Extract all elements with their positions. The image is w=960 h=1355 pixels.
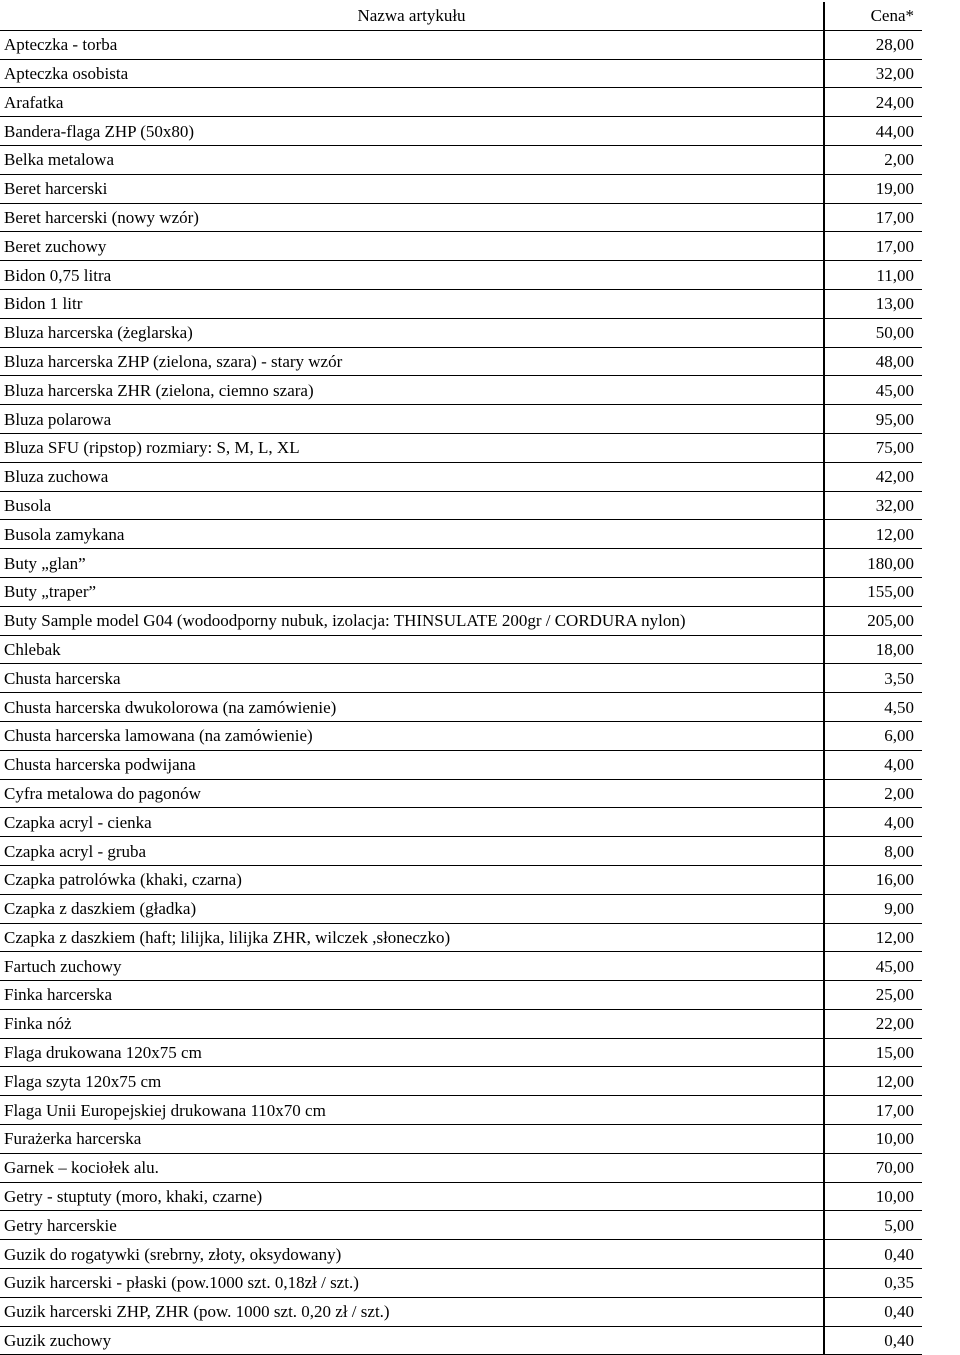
item-price-cell: 180,00 <box>824 549 922 578</box>
item-price-cell: 24,00 <box>824 88 922 117</box>
table-row <box>0 664 922 693</box>
item-name-cell: Belka metalowa <box>0 145 824 174</box>
table-row <box>0 289 922 318</box>
item-name-cell: Bluza harcerska (żeglarska) <box>0 318 824 347</box>
table-row <box>0 405 922 434</box>
table-row <box>0 145 922 174</box>
item-name-cell: Bluza harcerska ZHR (zielona, ciemno szara) <box>0 376 824 405</box>
item-price-cell: 18,00 <box>824 635 922 664</box>
item-price-cell: 2,00 <box>824 145 922 174</box>
table-row <box>0 1182 922 1211</box>
item-name-cell: Chusta harcerska <box>0 664 824 693</box>
table-row <box>0 462 922 491</box>
item-price-cell: 25,00 <box>824 981 922 1010</box>
item-price-cell: 17,00 <box>824 232 922 261</box>
item-name-cell: Buty Sample model G04 (wodoodporny nubuk, izolacja: THINSULATE 200gr / CORDURA nylon) <box>0 606 824 635</box>
item-name-cell: Czapka acryl - cienka <box>0 808 824 837</box>
table-row <box>0 318 922 347</box>
item-name-cell: Czapka patrolówka (khaki, czarna) <box>0 865 824 894</box>
table-row <box>0 721 922 750</box>
table-row <box>0 520 922 549</box>
item-name-cell: Beret zuchowy <box>0 232 824 261</box>
item-name-cell: Czapka z daszkiem (gładka) <box>0 894 824 923</box>
price-list-table <box>0 2 922 1355</box>
item-price-cell: 12,00 <box>824 923 922 952</box>
item-price-cell: 0,35 <box>824 1269 922 1298</box>
item-name-cell: Bluza polarowa <box>0 405 824 434</box>
item-price-cell: 32,00 <box>824 491 922 520</box>
table-row <box>0 837 922 866</box>
item-name-cell: Bluza harcerska ZHP (zielona, szara) - stary wzór <box>0 347 824 376</box>
item-price-cell: 4,00 <box>824 750 922 779</box>
item-price-cell: 3,50 <box>824 664 922 693</box>
price-list-sheet <box>0 2 960 1355</box>
item-name-cell: Busola <box>0 491 824 520</box>
item-name-cell: Bidon 1 litr <box>0 289 824 318</box>
item-price-cell: 8,00 <box>824 837 922 866</box>
item-name-cell: Busola zamykana <box>0 520 824 549</box>
item-name-cell: Flaga Unii Europejskiej drukowana 110x70 cm <box>0 1096 824 1125</box>
item-price-cell: 15,00 <box>824 1038 922 1067</box>
item-price-cell: 42,00 <box>824 462 922 491</box>
table-row <box>0 577 922 606</box>
item-name-cell: Guzik harcerski - płaski (pow.1000 szt. 0,18zł / szt.) <box>0 1269 824 1298</box>
table-row <box>0 491 922 520</box>
table-row <box>0 865 922 894</box>
table-row <box>0 376 922 405</box>
item-price-cell: 75,00 <box>824 433 922 462</box>
item-price-cell: 95,00 <box>824 405 922 434</box>
price-list-header <box>0 2 922 30</box>
item-price-cell: 48,00 <box>824 347 922 376</box>
table-row <box>0 750 922 779</box>
header-row <box>0 2 922 30</box>
item-price-cell: 70,00 <box>824 1153 922 1182</box>
table-row <box>0 779 922 808</box>
item-price-cell: 5,00 <box>824 1211 922 1240</box>
item-name-cell: Apteczka - torba <box>0 30 824 59</box>
item-price-cell: 205,00 <box>824 606 922 635</box>
item-name-cell: Getry harcerskie <box>0 1211 824 1240</box>
item-name-cell: Buty „glan” <box>0 549 824 578</box>
table-row <box>0 1153 922 1182</box>
item-price-cell: 11,00 <box>824 261 922 290</box>
item-name-cell: Guzik harcerski ZHP, ZHR (pow. 1000 szt. 0,20 zł / szt.) <box>0 1297 824 1326</box>
item-price-cell: 155,00 <box>824 577 922 606</box>
item-name-cell: Flaga drukowana 120x75 cm <box>0 1038 824 1067</box>
table-row <box>0 1269 922 1298</box>
item-price-cell: 45,00 <box>824 376 922 405</box>
price-list-body <box>0 30 922 1355</box>
item-name-cell: Bandera-flaga ZHP (50x80) <box>0 117 824 146</box>
item-name-cell: Beret harcerski <box>0 174 824 203</box>
item-price-cell: 22,00 <box>824 1009 922 1038</box>
table-row <box>0 261 922 290</box>
table-row <box>0 1297 922 1326</box>
table-row <box>0 952 922 981</box>
item-name-cell: Bluza zuchowa <box>0 462 824 491</box>
table-row <box>0 174 922 203</box>
item-price-cell: 0,40 <box>824 1240 922 1269</box>
item-name-cell: Chusta harcerska podwijana <box>0 750 824 779</box>
table-row <box>0 923 922 952</box>
table-row <box>0 635 922 664</box>
item-price-cell: 17,00 <box>824 1096 922 1125</box>
item-price-cell: 50,00 <box>824 318 922 347</box>
item-name-cell: Bidon 0,75 litra <box>0 261 824 290</box>
item-price-cell: 28,00 <box>824 30 922 59</box>
item-name-cell: Bluza SFU (ripstop) rozmiary: S, M, L, XL <box>0 433 824 462</box>
item-price-cell: 17,00 <box>824 203 922 232</box>
item-price-cell: 12,00 <box>824 1067 922 1096</box>
item-price-cell: 13,00 <box>824 289 922 318</box>
item-price-cell: 16,00 <box>824 865 922 894</box>
item-name-cell: Finka nóż <box>0 1009 824 1038</box>
table-row <box>0 1038 922 1067</box>
item-price-cell: 44,00 <box>824 117 922 146</box>
item-name-cell: Czapka z daszkiem (haft; lilijka, lilijka ZHR, wilczek ,słoneczko) <box>0 923 824 952</box>
item-name-cell: Arafatka <box>0 88 824 117</box>
item-price-cell: 19,00 <box>824 174 922 203</box>
item-price-cell: 10,00 <box>824 1125 922 1154</box>
table-row <box>0 30 922 59</box>
table-row <box>0 1125 922 1154</box>
item-name-cell: Fartuch zuchowy <box>0 952 824 981</box>
item-name-cell: Garnek – kociołek alu. <box>0 1153 824 1182</box>
table-row <box>0 1009 922 1038</box>
table-row <box>0 203 922 232</box>
item-name-cell: Buty „traper” <box>0 577 824 606</box>
table-row <box>0 1211 922 1240</box>
item-name-cell: Czapka acryl - gruba <box>0 837 824 866</box>
table-row <box>0 606 922 635</box>
table-row <box>0 549 922 578</box>
table-row <box>0 693 922 722</box>
item-price-cell: 45,00 <box>824 952 922 981</box>
item-name-cell: Furażerka harcerska <box>0 1125 824 1154</box>
item-price-cell: 0,40 <box>824 1297 922 1326</box>
item-price-cell: 9,00 <box>824 894 922 923</box>
table-row <box>0 1067 922 1096</box>
item-price-cell: 6,00 <box>824 721 922 750</box>
item-name-cell: Flaga szyta 120x75 cm <box>0 1067 824 1096</box>
column-header-price: Cena* <box>824 2 922 30</box>
table-row <box>0 88 922 117</box>
item-name-cell: Cyfra metalowa do pagonów <box>0 779 824 808</box>
item-name-cell: Chusta harcerska lamowana (na zamówienie) <box>0 721 824 750</box>
item-name-cell: Finka harcerska <box>0 981 824 1010</box>
item-name-cell: Guzik do rogatywki (srebrny, złoty, oksydowany) <box>0 1240 824 1269</box>
table-row <box>0 894 922 923</box>
table-row <box>0 232 922 261</box>
item-price-cell: 4,50 <box>824 693 922 722</box>
item-name-cell: Beret harcerski (nowy wzór) <box>0 203 824 232</box>
item-price-cell: 32,00 <box>824 59 922 88</box>
item-name-cell: Chusta harcerska dwukolorowa (na zamówienie) <box>0 693 824 722</box>
table-row <box>0 347 922 376</box>
item-price-cell: 0,40 <box>824 1326 922 1355</box>
column-header-item-name: Nazwa artykułu <box>0 2 824 30</box>
table-row <box>0 1326 922 1355</box>
table-row <box>0 981 922 1010</box>
table-row <box>0 117 922 146</box>
item-name-cell: Apteczka osobista <box>0 59 824 88</box>
item-price-cell: 12,00 <box>824 520 922 549</box>
table-row <box>0 1240 922 1269</box>
item-price-cell: 2,00 <box>824 779 922 808</box>
table-row <box>0 433 922 462</box>
item-name-cell: Chlebak <box>0 635 824 664</box>
item-name-cell: Guzik zuchowy <box>0 1326 824 1355</box>
item-price-cell: 4,00 <box>824 808 922 837</box>
table-row <box>0 59 922 88</box>
table-row <box>0 808 922 837</box>
item-name-cell: Getry - stuptuty (moro, khaki, czarne) <box>0 1182 824 1211</box>
item-price-cell: 10,00 <box>824 1182 922 1211</box>
table-row <box>0 1096 922 1125</box>
